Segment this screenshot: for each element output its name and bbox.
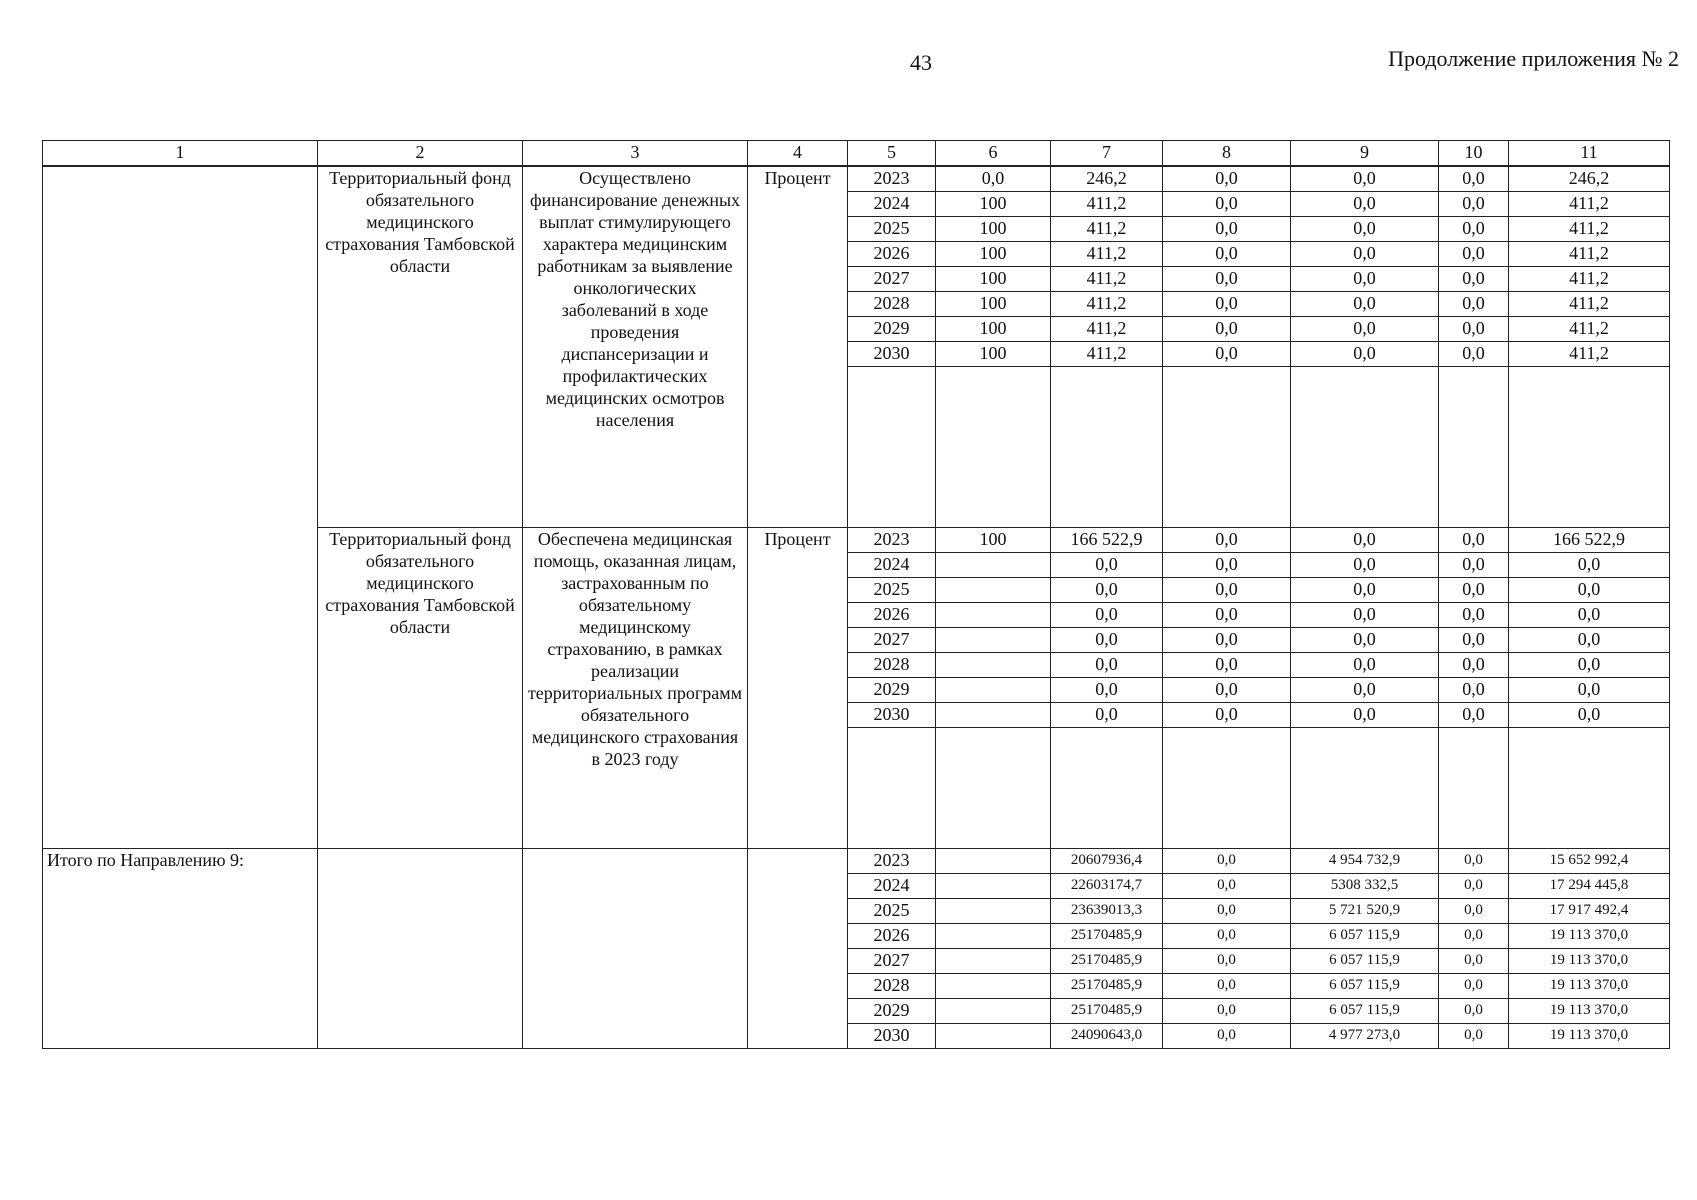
indicator-value-cell: 100 bbox=[936, 267, 1051, 292]
extra-budgetary-cell: 0,0 bbox=[1509, 578, 1670, 603]
column-number-7: 7 bbox=[1051, 141, 1163, 167]
indicator-value-cell: 100 bbox=[936, 217, 1051, 242]
year-cell: 2027 bbox=[848, 949, 936, 974]
financing-table bbox=[42, 140, 1670, 1049]
indicator-value-cell: 100 bbox=[936, 242, 1051, 267]
extra-budgetary-cell: 246,2 bbox=[1509, 166, 1670, 192]
federal-budget-cell: 0,0 bbox=[1163, 874, 1291, 899]
indicator-value-cell bbox=[936, 703, 1051, 728]
regional-budget-cell: 0,0 bbox=[1291, 553, 1439, 578]
federal-budget-cell: 0,0 bbox=[1163, 528, 1291, 553]
year-cell: 2026 bbox=[848, 242, 936, 267]
regional-budget-cell: 0,0 bbox=[1291, 578, 1439, 603]
total-funding-cell: 25170485,9 bbox=[1051, 999, 1163, 1024]
extra-budgetary-cell: 411,2 bbox=[1509, 192, 1670, 217]
indicator-value-cell bbox=[936, 628, 1051, 653]
federal-budget-cell: 0,0 bbox=[1163, 949, 1291, 974]
extra-budgetary-cell: 166 522,9 bbox=[1509, 528, 1670, 553]
unit-cell: Процент bbox=[748, 166, 848, 528]
extra-budgetary-cell: 19 113 370,0 bbox=[1509, 1024, 1670, 1049]
federal-budget-cell: 0,0 bbox=[1163, 603, 1291, 628]
empty-cell bbox=[1163, 728, 1291, 849]
regional-budget-cell: 0,0 bbox=[1291, 267, 1439, 292]
indicator-value-cell bbox=[936, 949, 1051, 974]
total-funding-cell: 246,2 bbox=[1051, 166, 1163, 192]
indicator-value-cell bbox=[936, 874, 1051, 899]
column-number-1: 1 bbox=[43, 141, 318, 167]
indicator-value-cell bbox=[936, 678, 1051, 703]
column-number-5: 5 bbox=[848, 141, 936, 167]
total-funding-cell: 0,0 bbox=[1051, 628, 1163, 653]
executor-cell: Территориальный фонд обязательного медицинского страхования Тамбовской области bbox=[318, 166, 523, 528]
empty-cell bbox=[1509, 728, 1670, 849]
local-budget-cell: 0,0 bbox=[1439, 949, 1509, 974]
extra-budgetary-cell: 411,2 bbox=[1509, 242, 1670, 267]
total-funding-cell: 0,0 bbox=[1051, 553, 1163, 578]
federal-budget-cell: 0,0 bbox=[1163, 578, 1291, 603]
regional-budget-cell: 6 057 115,9 bbox=[1291, 974, 1439, 999]
federal-budget-cell: 0,0 bbox=[1163, 628, 1291, 653]
local-budget-cell: 0,0 bbox=[1439, 703, 1509, 728]
regional-budget-cell: 0,0 bbox=[1291, 166, 1439, 192]
local-budget-cell: 0,0 bbox=[1439, 267, 1509, 292]
year-cell: 2024 bbox=[848, 874, 936, 899]
column-number-9: 9 bbox=[1291, 141, 1439, 167]
local-budget-cell: 0,0 bbox=[1439, 924, 1509, 949]
regional-budget-cell: 0,0 bbox=[1291, 342, 1439, 367]
year-cell: 2024 bbox=[848, 553, 936, 578]
column-number-8: 8 bbox=[1163, 141, 1291, 167]
federal-budget-cell: 0,0 bbox=[1163, 217, 1291, 242]
column-number-3: 3 bbox=[523, 141, 748, 167]
empty-cell bbox=[523, 849, 748, 1049]
indicator-value-cell bbox=[936, 999, 1051, 1024]
federal-budget-cell: 0,0 bbox=[1163, 924, 1291, 949]
extra-budgetary-cell: 411,2 bbox=[1509, 317, 1670, 342]
total-funding-cell: 411,2 bbox=[1051, 242, 1163, 267]
column-number-2: 2 bbox=[318, 141, 523, 167]
local-budget-cell: 0,0 bbox=[1439, 653, 1509, 678]
federal-budget-cell: 0,0 bbox=[1163, 166, 1291, 192]
federal-budget-cell: 0,0 bbox=[1163, 192, 1291, 217]
local-budget-cell: 0,0 bbox=[1439, 628, 1509, 653]
local-budget-cell: 0,0 bbox=[1439, 849, 1509, 874]
indicator-value-cell bbox=[936, 553, 1051, 578]
extra-budgetary-cell: 19 113 370,0 bbox=[1509, 999, 1670, 1024]
year-cell: 2024 bbox=[848, 192, 936, 217]
local-budget-cell: 0,0 bbox=[1439, 578, 1509, 603]
indicator-value-cell bbox=[936, 899, 1051, 924]
empty-cell bbox=[1509, 367, 1670, 528]
regional-budget-cell: 0,0 bbox=[1291, 317, 1439, 342]
empty-cell bbox=[1163, 367, 1291, 528]
extra-budgetary-cell: 15 652 992,4 bbox=[1509, 849, 1670, 874]
year-cell: 2023 bbox=[848, 849, 936, 874]
total-funding-cell: 0,0 bbox=[1051, 653, 1163, 678]
regional-budget-cell: 5 721 520,9 bbox=[1291, 899, 1439, 924]
total-funding-cell: 24090643,0 bbox=[1051, 1024, 1163, 1049]
regional-budget-cell: 0,0 bbox=[1291, 528, 1439, 553]
local-budget-cell: 0,0 bbox=[1439, 678, 1509, 703]
total-label-cell: Итого по Направлению 9: bbox=[43, 849, 318, 1049]
empty-cell bbox=[1291, 728, 1439, 849]
total-funding-cell: 411,2 bbox=[1051, 217, 1163, 242]
empty-cell bbox=[318, 849, 523, 1049]
year-cell: 2027 bbox=[848, 267, 936, 292]
indicator-value-cell: 100 bbox=[936, 192, 1051, 217]
local-budget-cell: 0,0 bbox=[1439, 217, 1509, 242]
year-cell: 2027 bbox=[848, 628, 936, 653]
indicator-value-cell: 0,0 bbox=[936, 166, 1051, 192]
indicator-value-cell bbox=[936, 1024, 1051, 1049]
year-cell: 2029 bbox=[848, 999, 936, 1024]
extra-budgetary-cell: 411,2 bbox=[1509, 217, 1670, 242]
local-budget-cell: 0,0 bbox=[1439, 899, 1509, 924]
regional-budget-cell: 0,0 bbox=[1291, 242, 1439, 267]
federal-budget-cell: 0,0 bbox=[1163, 553, 1291, 578]
total-funding-cell: 20607936,4 bbox=[1051, 849, 1163, 874]
indicator-value-cell: 100 bbox=[936, 292, 1051, 317]
local-budget-cell: 0,0 bbox=[1439, 292, 1509, 317]
total-funding-cell: 25170485,9 bbox=[1051, 924, 1163, 949]
extra-budgetary-cell: 17 294 445,8 bbox=[1509, 874, 1670, 899]
total-funding-cell: 25170485,9 bbox=[1051, 974, 1163, 999]
extra-budgetary-cell: 19 113 370,0 bbox=[1509, 974, 1670, 999]
executor-cell: Территориальный фонд обязательного медицинского страхования Тамбовской области bbox=[318, 528, 523, 849]
appendix-continuation-note: Продолжение приложения № 2 bbox=[1388, 46, 1679, 71]
total-funding-cell: 411,2 bbox=[1051, 292, 1163, 317]
extra-budgetary-cell: 411,2 bbox=[1509, 267, 1670, 292]
extra-budgetary-cell: 0,0 bbox=[1509, 678, 1670, 703]
empty-cell bbox=[848, 728, 936, 849]
indicator-value-cell bbox=[936, 849, 1051, 874]
local-budget-cell: 0,0 bbox=[1439, 874, 1509, 899]
federal-budget-cell: 0,0 bbox=[1163, 342, 1291, 367]
regional-budget-cell: 0,0 bbox=[1291, 192, 1439, 217]
year-cell: 2030 bbox=[848, 703, 936, 728]
regional-budget-cell: 0,0 bbox=[1291, 653, 1439, 678]
local-budget-cell: 0,0 bbox=[1439, 342, 1509, 367]
extra-budgetary-cell: 0,0 bbox=[1509, 603, 1670, 628]
total-funding-cell: 25170485,9 bbox=[1051, 949, 1163, 974]
federal-budget-cell: 0,0 bbox=[1163, 974, 1291, 999]
total-funding-cell: 22603174,7 bbox=[1051, 874, 1163, 899]
extra-budgetary-cell: 0,0 bbox=[1509, 653, 1670, 678]
local-budget-cell: 0,0 bbox=[1439, 166, 1509, 192]
extra-budgetary-cell: 19 113 370,0 bbox=[1509, 924, 1670, 949]
total-funding-cell: 0,0 bbox=[1051, 603, 1163, 628]
regional-budget-cell: 5308 332,5 bbox=[1291, 874, 1439, 899]
indicator-value-cell bbox=[936, 653, 1051, 678]
year-cell: 2030 bbox=[848, 1024, 936, 1049]
federal-budget-cell: 0,0 bbox=[1163, 899, 1291, 924]
federal-budget-cell: 0,0 bbox=[1163, 678, 1291, 703]
year-cell: 2025 bbox=[848, 578, 936, 603]
empty-cell bbox=[936, 728, 1051, 849]
indicator-value-cell bbox=[936, 603, 1051, 628]
empty-cell bbox=[1051, 367, 1163, 528]
local-budget-cell: 0,0 bbox=[1439, 974, 1509, 999]
regional-budget-cell: 0,0 bbox=[1291, 292, 1439, 317]
local-budget-cell: 0,0 bbox=[1439, 553, 1509, 578]
extra-budgetary-cell: 411,2 bbox=[1509, 292, 1670, 317]
regional-budget-cell: 6 057 115,9 bbox=[1291, 999, 1439, 1024]
page-number: 43 bbox=[910, 50, 932, 75]
year-cell: 2025 bbox=[848, 217, 936, 242]
table-row bbox=[43, 849, 1670, 874]
total-funding-cell: 0,0 bbox=[1051, 678, 1163, 703]
federal-budget-cell: 0,0 bbox=[1163, 267, 1291, 292]
local-budget-cell: 0,0 bbox=[1439, 317, 1509, 342]
local-budget-cell: 0,0 bbox=[1439, 999, 1509, 1024]
extra-budgetary-cell: 19 113 370,0 bbox=[1509, 949, 1670, 974]
year-cell: 2023 bbox=[848, 166, 936, 192]
empty-cell bbox=[748, 849, 848, 1049]
local-budget-cell: 0,0 bbox=[1439, 528, 1509, 553]
year-cell: 2028 bbox=[848, 974, 936, 999]
federal-budget-cell: 0,0 bbox=[1163, 242, 1291, 267]
year-cell: 2026 bbox=[848, 603, 936, 628]
extra-budgetary-cell: 0,0 bbox=[1509, 628, 1670, 653]
unit-cell: Процент bbox=[748, 528, 848, 849]
column-number-11: 11 bbox=[1509, 141, 1670, 167]
total-funding-cell: 411,2 bbox=[1051, 317, 1163, 342]
regional-budget-cell: 0,0 bbox=[1291, 628, 1439, 653]
column-number-4: 4 bbox=[748, 141, 848, 167]
result-cell: Обеспечена медицинская помощь, оказанная лицам, застрахованным по обязательному медицинскому страхованию, в рамках реализации территориальных программ обязательного медицинского страхования в 2023 году bbox=[523, 528, 748, 849]
total-funding-cell: 0,0 bbox=[1051, 703, 1163, 728]
federal-budget-cell: 0,0 bbox=[1163, 703, 1291, 728]
federal-budget-cell: 0,0 bbox=[1163, 653, 1291, 678]
column-number-10: 10 bbox=[1439, 141, 1509, 167]
extra-budgetary-cell: 0,0 bbox=[1509, 553, 1670, 578]
table-row bbox=[43, 166, 1670, 192]
result-cell: Осуществлено финансирование денежных выплат стимулирующего характера медицинским работникам за выявление онкологических заболеваний в ходе проведения диспансеризации и профилактических медицинских осмотров населения bbox=[523, 166, 748, 528]
extra-budgetary-cell: 0,0 bbox=[1509, 703, 1670, 728]
year-cell: 2028 bbox=[848, 292, 936, 317]
total-funding-cell: 411,2 bbox=[1051, 267, 1163, 292]
empty-cell bbox=[936, 367, 1051, 528]
empty-cell bbox=[848, 367, 936, 528]
empty-cell bbox=[1439, 728, 1509, 849]
indicator-value-cell bbox=[936, 924, 1051, 949]
regional-budget-cell: 0,0 bbox=[1291, 217, 1439, 242]
empty-cell bbox=[1439, 367, 1509, 528]
regional-budget-cell: 0,0 bbox=[1291, 678, 1439, 703]
year-cell: 2025 bbox=[848, 899, 936, 924]
regional-budget-cell: 4 977 273,0 bbox=[1291, 1024, 1439, 1049]
indicator-value-cell bbox=[936, 974, 1051, 999]
regional-budget-cell: 0,0 bbox=[1291, 703, 1439, 728]
empty-cell bbox=[1051, 728, 1163, 849]
direction-cell-empty bbox=[43, 166, 318, 849]
regional-budget-cell: 6 057 115,9 bbox=[1291, 949, 1439, 974]
local-budget-cell: 0,0 bbox=[1439, 603, 1509, 628]
federal-budget-cell: 0,0 bbox=[1163, 849, 1291, 874]
total-funding-cell: 411,2 bbox=[1051, 192, 1163, 217]
year-cell: 2026 bbox=[848, 924, 936, 949]
indicator-value-cell: 100 bbox=[936, 342, 1051, 367]
regional-budget-cell: 6 057 115,9 bbox=[1291, 924, 1439, 949]
total-funding-cell: 23639013,3 bbox=[1051, 899, 1163, 924]
year-cell: 2028 bbox=[848, 653, 936, 678]
local-budget-cell: 0,0 bbox=[1439, 1024, 1509, 1049]
total-funding-cell: 0,0 bbox=[1051, 578, 1163, 603]
year-cell: 2029 bbox=[848, 678, 936, 703]
indicator-value-cell bbox=[936, 578, 1051, 603]
year-cell: 2023 bbox=[848, 528, 936, 553]
total-funding-cell: 411,2 bbox=[1051, 342, 1163, 367]
indicator-value-cell: 100 bbox=[936, 528, 1051, 553]
column-number-row bbox=[43, 141, 1670, 167]
year-cell: 2030 bbox=[848, 342, 936, 367]
federal-budget-cell: 0,0 bbox=[1163, 999, 1291, 1024]
federal-budget-cell: 0,0 bbox=[1163, 317, 1291, 342]
empty-cell bbox=[1291, 367, 1439, 528]
year-cell: 2029 bbox=[848, 317, 936, 342]
regional-budget-cell: 0,0 bbox=[1291, 603, 1439, 628]
federal-budget-cell: 0,0 bbox=[1163, 292, 1291, 317]
local-budget-cell: 0,0 bbox=[1439, 192, 1509, 217]
total-funding-cell: 166 522,9 bbox=[1051, 528, 1163, 553]
column-number-6: 6 bbox=[936, 141, 1051, 167]
indicator-value-cell: 100 bbox=[936, 317, 1051, 342]
local-budget-cell: 0,0 bbox=[1439, 242, 1509, 267]
regional-budget-cell: 4 954 732,9 bbox=[1291, 849, 1439, 874]
extra-budgetary-cell: 17 917 492,4 bbox=[1509, 899, 1670, 924]
extra-budgetary-cell: 411,2 bbox=[1509, 342, 1670, 367]
federal-budget-cell: 0,0 bbox=[1163, 1024, 1291, 1049]
